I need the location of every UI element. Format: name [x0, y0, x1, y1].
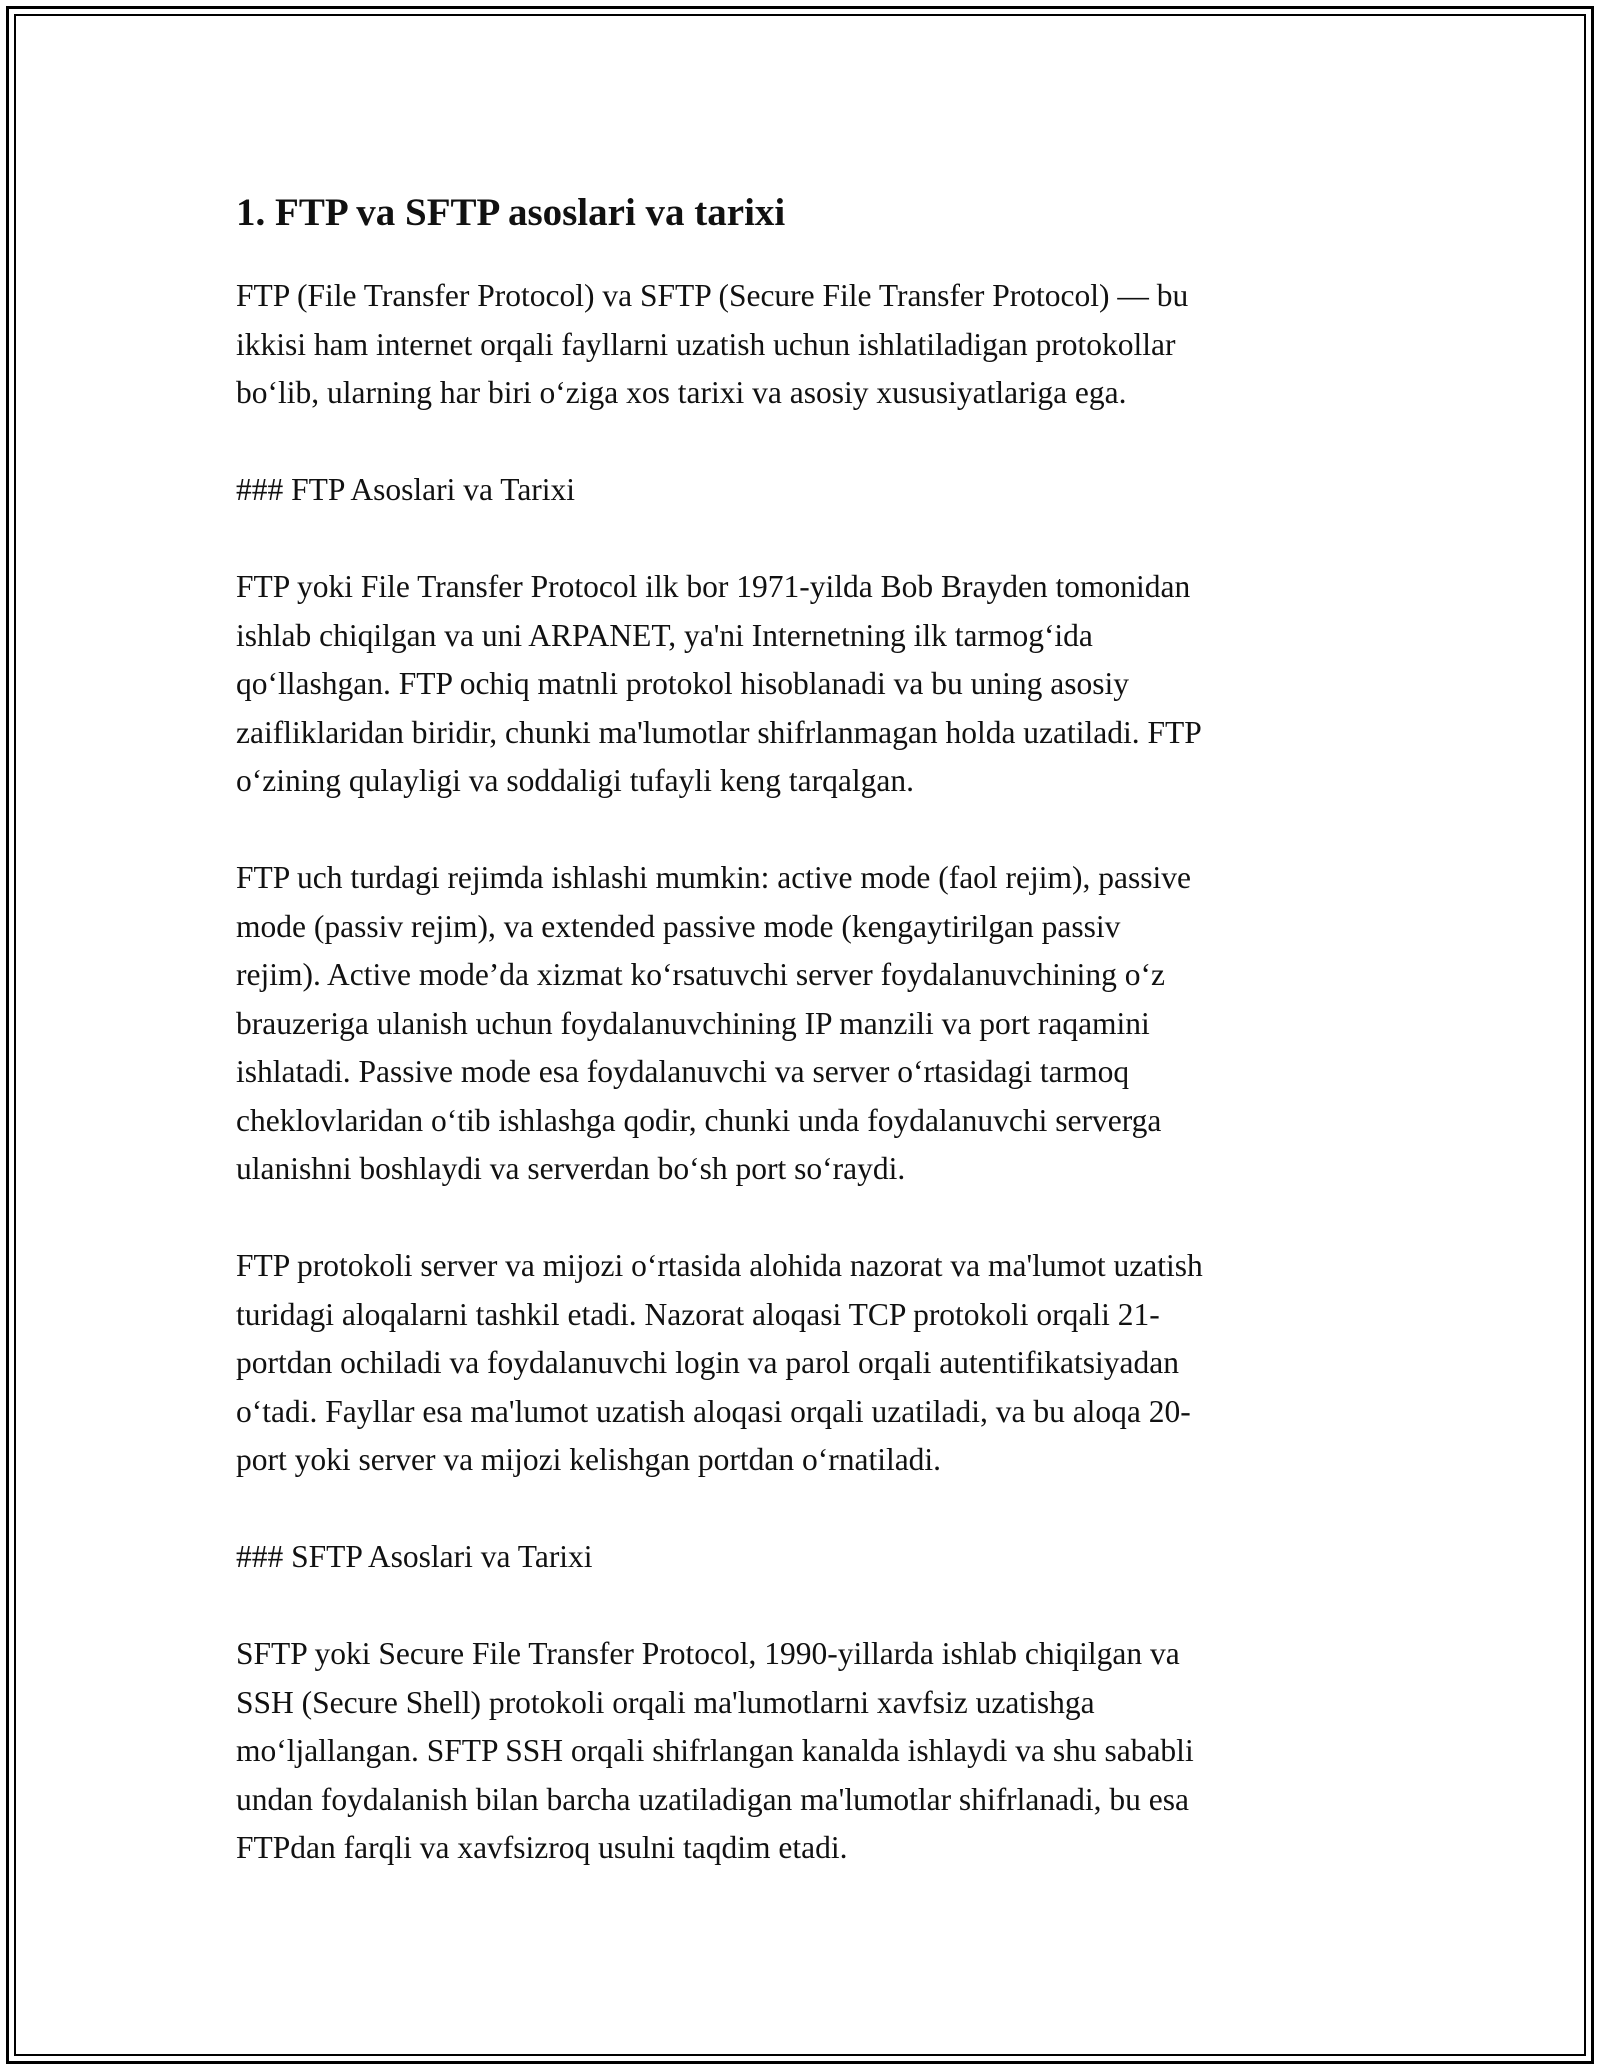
document-body — [236, 180, 1366, 1921]
paragraph-ftp-history: FTP yoki File Transfer Protocol ilk bor 1971-yilda Bob Brayden tomonidan ishlab chiqilgan va uni ARPANET, ya'ni Internetning ilk tarmog‘ida qo‘llashgan. FTP ochiq matnli protokol hisoblanadi va bu uning asosiy zaifliklaridan biridir, chunki ma'lumotlar shifrlanmagan holda uzatiladi. FTP o‘zining qulayligi va soddaligi tufayli keng tarqalgan. — [236, 569, 1202, 798]
section-heading-ftp: ### FTP Asoslari va Tarixi — [236, 472, 576, 507]
document-title: 1. FTP va SFTP asoslari va tarixi — [236, 191, 786, 234]
section-heading-sftp: ### SFTP Asoslari va Tarixi — [236, 1539, 593, 1574]
paragraph-sftp-history: SFTP yoki Secure File Transfer Protocol, 1990-yillarda ishlab chiqilgan va SSH (Secure Shell) protokoli orqali ma'lumotlarni xavfsiz uzatishga mo‘ljallangan. SFTP SSH orqali shifrlangan kanalda ishlaydi va shu sababli undan foydalanish bilan barcha uzatiladigan ma'lumotlar shifrlanadi, bu esa FTPdan farqli va xavfsizroq usulni taqdim etadi. — [236, 1636, 1194, 1865]
paragraph-ftp-connections: FTP protokoli server va mijozi o‘rtasida alohida nazorat va ma'lumot uzatish turidagi aloqalarni tashkil etadi. Nazorat aloqasi TCP protokoli orqali 21- portdan ochiladi va foydalanuvchi login va parol orqali autentifikatsiyadan o‘tadi. Fayllar esa ma'lumot uzatish aloqasi orqali uzatiladi, va bu aloqa 20- port yoki server va mijozi kelishgan portdan o‘rnatiladi. — [236, 1248, 1203, 1477]
paragraph-intro: FTP (File Transfer Protocol) va SFTP (Secure File Transfer Protocol) — bu ikkisi ham internet orqali fayllarni uzatish uchun ishlatiladigan protokollar bo‘lib, ularning har biri o‘ziga xos tarixi va asosiy xususiyatlariga ega. — [236, 278, 1189, 410]
paragraph-ftp-modes: FTP uch turdagi rejimda ishlashi mumkin: active mode (faol rejim), passive mode (passiv rejim), va extended passive mode (kengaytirilgan passiv rejim). Active mode’da xizmat ko‘rsatuvchi server foydalanuvchining o‘z brauzeriga ulanish uchun foydalanuvchining IP manzili va port raqamini ishlatadi. Passive mode esa foydalanuvchi va server o‘rtasidagi tarmoq cheklovlaridan o‘tib ishlashga qodir, chunki unda foydalanuvchi serverga ulanishni boshlaydi va serverdan bo‘sh port so‘raydi. — [236, 860, 1191, 1186]
